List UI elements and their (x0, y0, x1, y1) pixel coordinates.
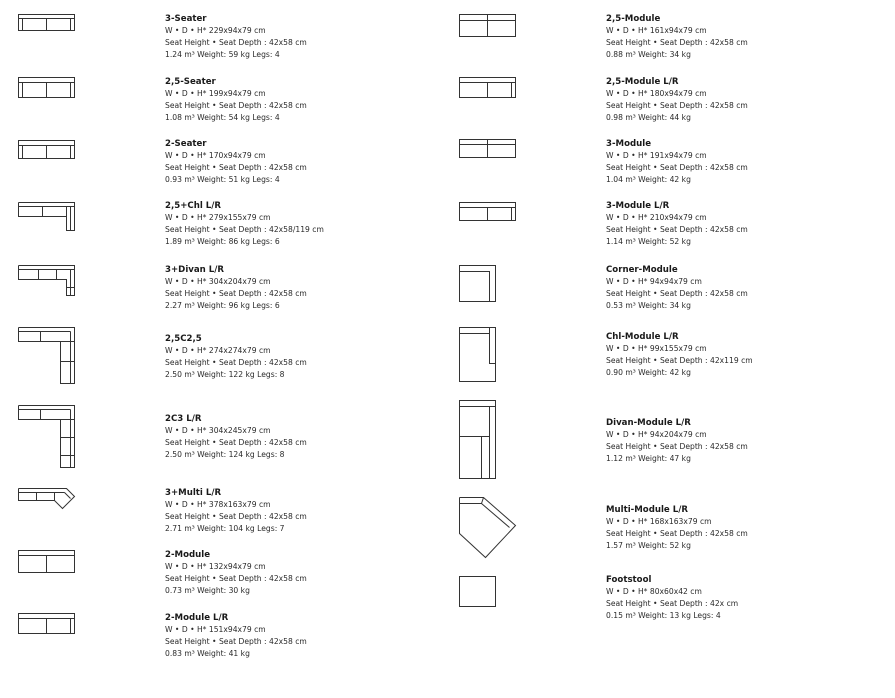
product-seat-size: Seat Height • Seat Depth : 42x58 cm (165, 289, 307, 298)
product-title: 3-Module (606, 139, 652, 149)
corner-module-diagram-icon (459, 265, 497, 303)
product-volume-weight: 1.89 m³ Weight: 86 kg Legs: 6 (165, 237, 280, 246)
product-dimensions: W • D • H* 170x94x79 cm (165, 151, 266, 160)
product-volume-weight: 0.83 m³ Weight: 41 kg (165, 649, 250, 658)
product-volume-weight: 2.50 m³ Weight: 124 kg Legs: 8 (165, 450, 285, 459)
product-entry (165, 76, 307, 124)
product-title: 2,5C2,5 (165, 334, 202, 344)
product-dimensions: W • D • H* 94x204x79 cm (606, 430, 707, 439)
product-entry (606, 13, 748, 61)
divan-module-diagram-icon (459, 400, 497, 480)
product-entry (606, 331, 753, 379)
product-dimensions: W • D • H* 132x94x79 cm (165, 562, 266, 571)
product-seat-size: Seat Height • Seat Depth : 42x119 cm (606, 356, 753, 365)
product-dimensions: W • D • H* 210x94x79 cm (606, 213, 707, 222)
product-title: 2-Module L/R (165, 613, 229, 623)
product-title: 3+Multi L/R (165, 488, 222, 498)
corner-sofa-large-diagram-icon (18, 405, 76, 469)
product-entry (606, 417, 748, 465)
product-title: Corner-Module (606, 265, 678, 275)
product-volume-weight: 2.50 m³ Weight: 122 kg Legs: 8 (165, 370, 285, 379)
product-volume-weight: 2.71 m³ Weight: 104 kg Legs: 7 (165, 524, 285, 533)
product-dimensions: W • D • H* 161x94x79 cm (606, 26, 707, 35)
product-entry (165, 200, 324, 248)
product-seat-size: Seat Height • Seat Depth : 42x cm (606, 599, 739, 608)
product-volume-weight: 1.24 m³ Weight: 59 kg Legs: 4 (165, 50, 280, 59)
product-title: 2,5-Seater (165, 77, 216, 87)
chaise-longue-sofa-diagram-icon (18, 202, 76, 232)
two-seater-diagram-icon (18, 140, 76, 160)
two-module-armrest-diagram-icon (18, 613, 76, 635)
product-seat-size: Seat Height • Seat Depth : 42x58 cm (165, 101, 307, 110)
product-dimensions: W • D • H* 229x94x79 cm (165, 26, 266, 35)
product-volume-weight: 1.08 m³ Weight: 54 kg Legs: 4 (165, 113, 280, 122)
product-volume-weight: 1.57 m³ Weight: 52 kg (606, 541, 691, 550)
chaise-module-diagram-icon (459, 327, 497, 383)
product-title: 3-Module L/R (606, 201, 670, 211)
product-volume-weight: 2.27 m³ Weight: 96 kg Legs: 6 (165, 301, 280, 310)
product-entry (165, 549, 307, 597)
product-seat-size: Seat Height • Seat Depth : 42x58 cm (606, 101, 748, 110)
multi-module-diagram-icon (459, 497, 517, 559)
product-seat-size: Seat Height • Seat Depth : 42x58 cm (606, 442, 748, 451)
product-entry (165, 413, 307, 461)
product-entry (606, 138, 748, 186)
product-entry (606, 264, 748, 312)
product-title: Footstool (606, 575, 652, 585)
corner-sofa-diagram-icon (18, 327, 76, 385)
product-seat-size: Seat Height • Seat Depth : 42x58 cm (165, 38, 307, 47)
product-title: 2,5+Chl L/R (165, 201, 222, 211)
product-entry (165, 612, 307, 660)
product-volume-weight: 1.12 m³ Weight: 47 kg (606, 454, 691, 463)
product-dimensions: W • D • H* 80x60x42 cm (606, 587, 702, 596)
product-dimensions: W • D • H* 168x163x79 cm (606, 517, 712, 526)
product-title: Chl-Module L/R (606, 332, 679, 342)
product-entry (165, 138, 307, 186)
product-volume-weight: 0.15 m³ Weight: 13 kg Legs: 4 (606, 611, 721, 620)
product-entry (165, 13, 307, 61)
product-seat-size: Seat Height • Seat Depth : 42x58 cm (606, 163, 748, 172)
three-seater-diagram-icon (18, 14, 76, 32)
product-entry (606, 574, 738, 622)
product-title: 3-Seater (165, 14, 207, 24)
product-seat-size: Seat Height • Seat Depth : 42x58 cm (165, 512, 307, 521)
two-and-half-module-diagram-icon (459, 14, 517, 38)
product-entry (165, 487, 307, 535)
product-title: Divan-Module L/R (606, 418, 691, 428)
product-volume-weight: 1.14 m³ Weight: 52 kg (606, 237, 691, 246)
product-volume-weight: 0.93 m³ Weight: 51 kg Legs: 4 (165, 175, 280, 184)
product-volume-weight: 0.90 m³ Weight: 42 kg (606, 368, 691, 377)
product-volume-weight: 1.04 m³ Weight: 42 kg (606, 175, 691, 184)
product-volume-weight: 0.98 m³ Weight: 44 kg (606, 113, 691, 122)
product-entry (165, 264, 307, 312)
product-dimensions: W • D • H* 99x155x79 cm (606, 344, 707, 353)
product-seat-size: Seat Height • Seat Depth : 42x58 cm (165, 637, 307, 646)
two-and-half-seater-diagram-icon (18, 77, 76, 99)
product-dimensions: W • D • H* 378x163x79 cm (165, 500, 271, 509)
two-module-diagram-icon (18, 550, 76, 574)
product-seat-size: Seat Height • Seat Depth : 42x58 cm (165, 358, 307, 367)
product-seat-size: Seat Height • Seat Depth : 42x58 cm (606, 225, 748, 234)
product-title: 2-Seater (165, 139, 207, 149)
product-seat-size: Seat Height • Seat Depth : 42x58 cm (606, 289, 748, 298)
product-dimensions: W • D • H* 274x274x79 cm (165, 346, 271, 355)
product-dimensions: W • D • H* 304x204x79 cm (165, 277, 271, 286)
product-seat-size: Seat Height • Seat Depth : 42x58 cm (606, 529, 748, 538)
product-seat-size: Seat Height • Seat Depth : 42x58 cm (165, 163, 307, 172)
product-seat-size: Seat Height • Seat Depth : 42x58 cm (165, 438, 307, 447)
product-dimensions: W • D • H* 180x94x79 cm (606, 89, 707, 98)
footstool-diagram-icon (459, 576, 497, 608)
multi-sofa-diagram-icon (18, 488, 76, 510)
product-volume-weight: 0.73 m³ Weight: 30 kg (165, 586, 250, 595)
divan-sofa-diagram-icon (18, 265, 76, 297)
product-entry (606, 504, 748, 552)
product-seat-size: Seat Height • Seat Depth : 42x58 cm (165, 574, 307, 583)
two-and-half-module-armrest-diagram-icon (459, 77, 517, 99)
product-title: 2C3 L/R (165, 414, 202, 424)
product-seat-size: Seat Height • Seat Depth : 42x58/119 cm (165, 225, 324, 234)
product-dimensions: W • D • H* 191x94x79 cm (606, 151, 707, 160)
product-dimensions: W • D • H* 199x94x79 cm (165, 89, 266, 98)
three-module-diagram-icon (459, 139, 517, 159)
product-seat-size: Seat Height • Seat Depth : 42x58 cm (606, 38, 748, 47)
product-entry (165, 333, 307, 381)
product-dimensions: W • D • H* 279x155x79 cm (165, 213, 271, 222)
three-module-armrest-diagram-icon (459, 202, 517, 222)
product-volume-weight: 0.88 m³ Weight: 34 kg (606, 50, 691, 59)
product-dimensions: W • D • H* 151x94x79 cm (165, 625, 266, 634)
product-dimensions: W • D • H* 94x94x79 cm (606, 277, 702, 286)
product-title: 2,5-Module L/R (606, 77, 679, 87)
product-title: 3+Divan L/R (165, 265, 225, 275)
product-volume-weight: 0.53 m³ Weight: 34 kg (606, 301, 691, 310)
product-entry (606, 76, 748, 124)
product-title: 2,5-Module (606, 14, 661, 24)
product-dimensions: W • D • H* 304x245x79 cm (165, 426, 271, 435)
product-title: Multi-Module L/R (606, 505, 688, 515)
product-title: 2-Module (165, 550, 211, 560)
product-entry (606, 200, 748, 248)
